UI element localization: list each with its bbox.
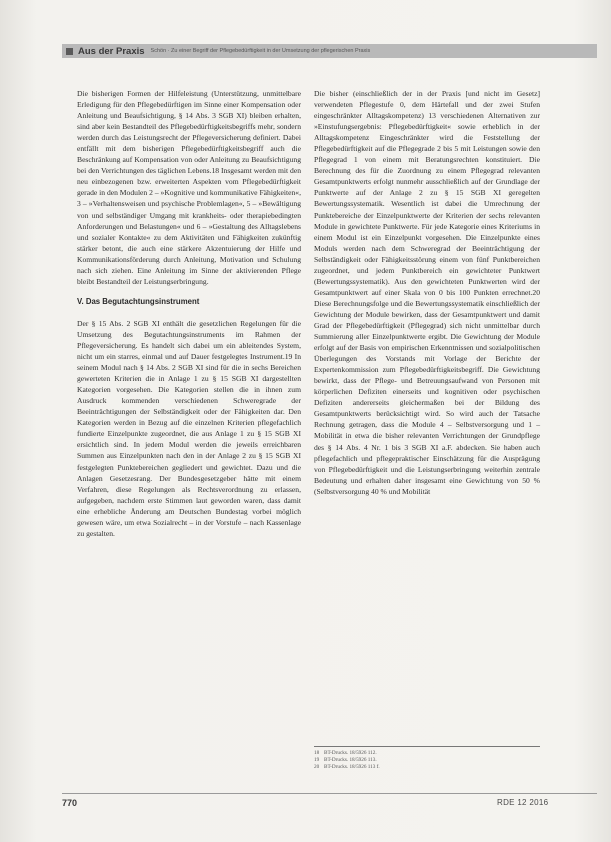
header-section-title: Aus der Praxis [78, 45, 145, 57]
running-header [62, 44, 597, 58]
left-column [77, 88, 301, 539]
footnote-text: BT-Drucks. 18/5926 113 f. [324, 764, 380, 771]
footnote-text: BT-Drucks. 18/5926 113. [324, 757, 377, 764]
header-square-icon [66, 48, 73, 55]
journal-reference: RDE 12 2016 [497, 798, 549, 807]
footnote [314, 764, 540, 771]
footnote-text: BT-Drucks. 18/5926 112. [324, 750, 377, 756]
footnotes [314, 746, 540, 772]
left-paragraph-1: Die bisherigen Formen der Hilfeleistung (Unterstützung, unmittelbare Erledigung für den Pflegebedürftigen im Sinne einer Kompensation oder Anleitung und Beaufsichtigung, § 14 Abs. 3 SGB XI) bleiben erhalten, sind aber kein Bestandteil des Pflegebedürftigkeitsbegriffs mehr, sondern werden durch das Leistungsrecht der Pflegeversicherung definiert. Dabei entfällt mit dem bisherigen Pflegebedürftigkeitsbegriff auch die Beschränkung auf Kompensation von oder Anleitung zu Beaufsichtigung bei den Verrichtungen des täglichen Lebens.18 Insgesamt werden mit den neu einbezogenen bzw. erweiterten Aspekten vom Pflegebedürftigkeit gerade in den Modulen 2 – »Kognitive und kommunikative Fähigkeiten«, 3 – »Verhaltensweisen und psychische Problemlagen«, 5 – »Bewältigung von und selbständiger Umgang mit krankheits- oder therapiebedingten Anforderungen und Belastungen« und 6 – »Gestaltung des Alltagslebens und sozialer Kontakte« zu dem Aktivitäten und Fähigkeiten zukünftig stärker betont, die auch eine stärkere Akzentuierung der Hilfe und Kommunikationsförderung durch Anleitung, Motivation und Schulung nach sich ziehen. Eine Anleitung im Sinne der aktivierenden Pflege bleibt Bestandteil der Leistungserbringung. [77, 89, 301, 286]
footnote-number: 20 [314, 764, 320, 771]
footnote [314, 750, 540, 757]
page-number: 770 [62, 798, 78, 808]
right-paragraph-1: Die bisher (einschließlich der in der Praxis [und nicht im Gesetz] verwendeten Pflegestufe 0, dem Härtefall und der zwei Stufen eingeschränkter Alltagskompetenz) 13 verschiedenen Alternativen zur »Einstufungsergebnis: Pflegebedürftigkeit« sowie erheblich in der Alltagskompetenz Eingeschränkter wird die Feststellung der Pflegebedürftigkeit auf die Pflegegrade 2 bis 5 mit Leistungen sowie den Pflegegrad 1 von einem mit Beratungsrechten konstituiert. Die Berechnung des für die Zuordnung zu einem Pflegegrad relevanten Gesamtpunktwerts erfolgt nunmehr ausschließlich auf der Grundlage der Punktwerte auf der Anlage 2 zu § 15 SGB XI geregelten Bewertungssystematik. Wesentlich ist dabei die Umrechnung der Punktebereiche der Einzelpunktwerte der Kriterien der sechs relevanten Module in gewichtete Punktwerte. Für jede Kategorie eines Kriteriums in einem Modul ist ein Einzelpunkt vorgesehen. Die Einzelpunkte eines Moduls werden nach dem Schweregrad der Beeinträchtigung der Selbständigkeit oder Fähigkeitsstörung einem von fünf Punktbereichen zugeordnet, und jedem Punktbereich ein gewichteter Punktwert (Bewertungssystematik). Aus den gewichteten Punktwerten wird der Gesamtpunktwert auf einer Skala von 0 bis 100 Punkten errechnet.20 Diese Berechnungsfolge und die Bewertungssystematik einschließlich der Gewichtung der Module bewirken, dass der Gesamtpunktwert und damit Grad der Pflegebedürftigkeit (Pflegegrad) sich nicht unmittelbar durch Summierung aller Einzelpunktwerte ergibt. Die Gewichtung der Module erfolgt auf der Basis von empirischen Erkenntnissen und sozialpolitischen Überlegungen des Vorstands mit Vorlage der Berichte der Expertenkommission zum Pflegebedürftigkeitsbegriff. Die Gewichtung bewirkt, dass der Pflege- und Betreuungsaufwand von Personen mit körperlichen Defiziten einerseits und kognitiven oder psychischen Defiziten andererseits gleichermaßen bei der Bildung des Gesamtpunktwerts berücksichtigt wird. So wird auch der Tatsache Rechnung getragen, dass die Module 4 – Selbstversorgung und 1 – Mobilität in etwa die bisher relevanten Verrichtungen der Grundpflege des § 14 Abs. 4 Nr. 1 bis 3 SGB XI a.F. abdecken. Sie haben auch pflegefachlich und pflegepraktischer Einschätzung für die Ausprägung von Pflegebedürftigkeit und die Leistungserbringung weiterhin zentrale Bedeutung und erhalten daher insgesamt eine Gewichtung von 50 % (Selbstversorgung 40 % und Mobilität [314, 89, 540, 496]
footnote-number: 19 [314, 757, 320, 764]
footnote-number: 18 [314, 750, 320, 756]
left-paragraph-2: Der § 15 Abs. 2 SGB XI enthält die gesetzlichen Regelungen für die Umsetzung des Begutachtungsinstruments im Rahmen der Pflegeversicherung. Es handelt sich dabei um ein ableitendes System, nicht um ein starres, einmal und auf Dauer festgelegtes Instrument.19 In seinem Modul nach § 14 Abs. 2 SGB XI sind für die in sechs Bereichen gewerteten Kriterien die in Anlage 1 zu § 15 SGB XI dargestellten Kategorien vorgesehen. Die Kategorien stellen die in ihnen zum Ausdruck kommenden verschiedenen Schweregrade der Beeinträchtigungen der Selbständigkeit oder der Fähigkeiten dar. Den Kategorien werden in Bezug auf die einzelnen Kriterien pflegefachlich fundierte Einzelpunkte zugeordnet, die aus Anlage 1 zu § 15 SGB XI ersichtlich sind. In jedem Modul werden die jeweils erreichbaren Summen aus Einzelpunkten nach den in der Anlage 2 zu § 15 SGB XI festgelegten Punktebereichen gegliedert und gewichtet. Dazu und die Anlagen Gesetzesrang. Der Bundesgesetzgeber hätte mit einem Verfahren, diese Regelungen als Rechtsverordnung zu erlassen, aufgegeben, nachdem erste Stimmen laut geworden waren, dass damit eine erhebliche Änderung am Deutschen Bundestag vorbei möglich gewesen wäre, um etwa Sozialrecht – in der Vorstufe – nach Kassenlage zu gestalten. [77, 318, 301, 538]
header-subtitle: Schön · Zu einer Begriff der Pflegebedürftigkeit in der Umsetzung der pflegerischen Praxis [150, 48, 371, 54]
right-column [314, 88, 540, 497]
section-heading: V. Das Begutachtungsinstrument [77, 296, 200, 306]
footer-divider [62, 793, 597, 794]
